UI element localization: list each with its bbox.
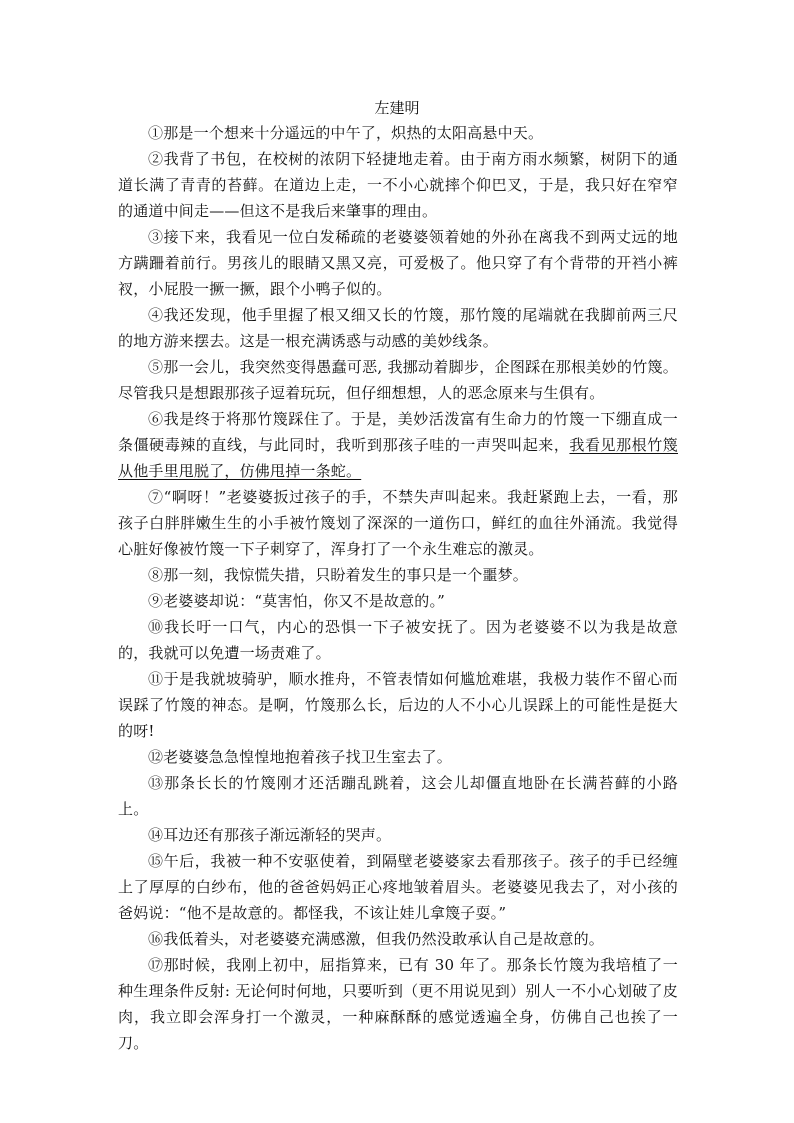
paragraph-3: ③接下来，我看见一位白发稀疏的老婆婆领着她的外孙在离我不到两丈远的地方蹒跚着前行。男孩儿的眼睛又黑又亮，可爱极了。他只穿了有个背带的开裆小裤衩，小屁股一撅一撅，跟个小鸭子似的。 bbox=[118, 228, 678, 298]
paragraph-4: ④我还发现，他手里握了根又细又长的竹篾，那竹篾的尾端就在我脚前两三尺的地方游来摆去。这是一根充满诱惑与动感的美妙线条。 bbox=[118, 306, 678, 350]
paragraph-5: ⑤那一会儿，我突然变得愚蠢可恶, 我挪动着脚步，企图踩在那根美妙的竹篾。尽管我只是想跟那孩子逗着玩玩，但仔细想想，人的恶念原来与生俱有。 bbox=[118, 358, 678, 402]
paragraph-1: ①那是一个想来十分遥远的中午了，炽热的太阳高悬中天。 bbox=[148, 124, 544, 142]
article-body bbox=[118, 120, 678, 1056]
paragraph-6 bbox=[118, 406, 678, 484]
author-name: 左建明 bbox=[374, 99, 420, 117]
paragraph-16: ⑯我低着头，对老婆婆充满感激，但我仍然没敢承认自己是故意的。 bbox=[148, 930, 605, 948]
paragraph-15: ⑮午后，我被一种不安驱使着，到隔壁老婆婆家去看那孩子。孩子的手已经缠上了厚厚的白纱布，他的爸爸妈妈正心疼地皱着眉头。老婆婆见我去了，对小孩的爸妈说：“他不是故意的。都怪我，不该让娃儿拿篾子耍。” bbox=[118, 852, 678, 922]
paragraph-6-text: ⑥我是终于将那竹篾踩住了。于是，美妙活泼富有生命力的竹篾一下绷直成一条僵硬毒辣的直线，与此同时，我听到那孩子哇的一声哭叫起来， bbox=[118, 410, 678, 454]
paragraph-13: ⑬那条长长的竹篾刚才还活蹦乱跳着，这会儿却僵直地卧在长满苔藓的小路上。 bbox=[118, 774, 678, 818]
underlined-sentence: 我看见那根竹篾从他手里甩脱了，仿佛甩掉一条蛇。 bbox=[118, 436, 678, 480]
paragraph-2: ②我背了书包，在校树的浓阴下轻捷地走着。由于南方雨水频繁，树阴下的通道长满了青青的苔藓。在道边上走，一不小心就摔个仰巴叉，于是，我只好在窄窄的通道中间走——但这不是我后来肇事的理由。 bbox=[118, 150, 678, 220]
paragraph-14: ⑭耳边还有那孩子渐远渐轻的哭声。 bbox=[148, 826, 392, 844]
paragraph-11: ⑪于是我就坡骑驴，顺水推舟，不管表情如何尴尬难堪，我极力装作不留心而误踩了竹篾的神态。是啊，竹篾那么长，后边的人不小心儿误踩上的可能性是挺大的呀! bbox=[118, 670, 678, 740]
paragraph-10: ⑩我长吁一口气，内心的恐惧一下子被安抚了。因为老婆婆不以为我是故意的，我就可以免遭一场责难了。 bbox=[118, 618, 678, 662]
paragraph-12: ⑫老婆婆急急惶惶地抱着孩子找卫生室去了。 bbox=[148, 748, 453, 766]
paragraph-7: ⑦“啊呀！”老婆婆扳过孩子的手，不禁失声叫起来。我赶紧跑上去，一看，那孩子白胖胖嫩生生的小手被竹篾划了深深的一道伤口，鲜红的血往外涌流。我觉得心脏好像被竹篾一下子刺穿了，浑身打了一个永生难忘的激灵。 bbox=[118, 488, 678, 558]
paragraph-17: ⑰那时候，我刚上初中，屈指算来，已有 30 年了。那条长竹篾为我培植了一种生理条件反射: 无论何时何地，只要听到（更不用说见到）别人一不小心划破了皮肉，我立即会浑身打一个激灵，一种麻酥酥的感觉透遍全身，仿佛自己也挨了一刀。 bbox=[118, 956, 678, 1052]
paragraph-8: ⑧那一刻，我惊慌失措，只盼着发生的事只是一个噩梦。 bbox=[148, 566, 529, 584]
paragraph-9: ⑨老婆婆却说：“莫害怕，你又不是故意的。” bbox=[148, 592, 446, 610]
